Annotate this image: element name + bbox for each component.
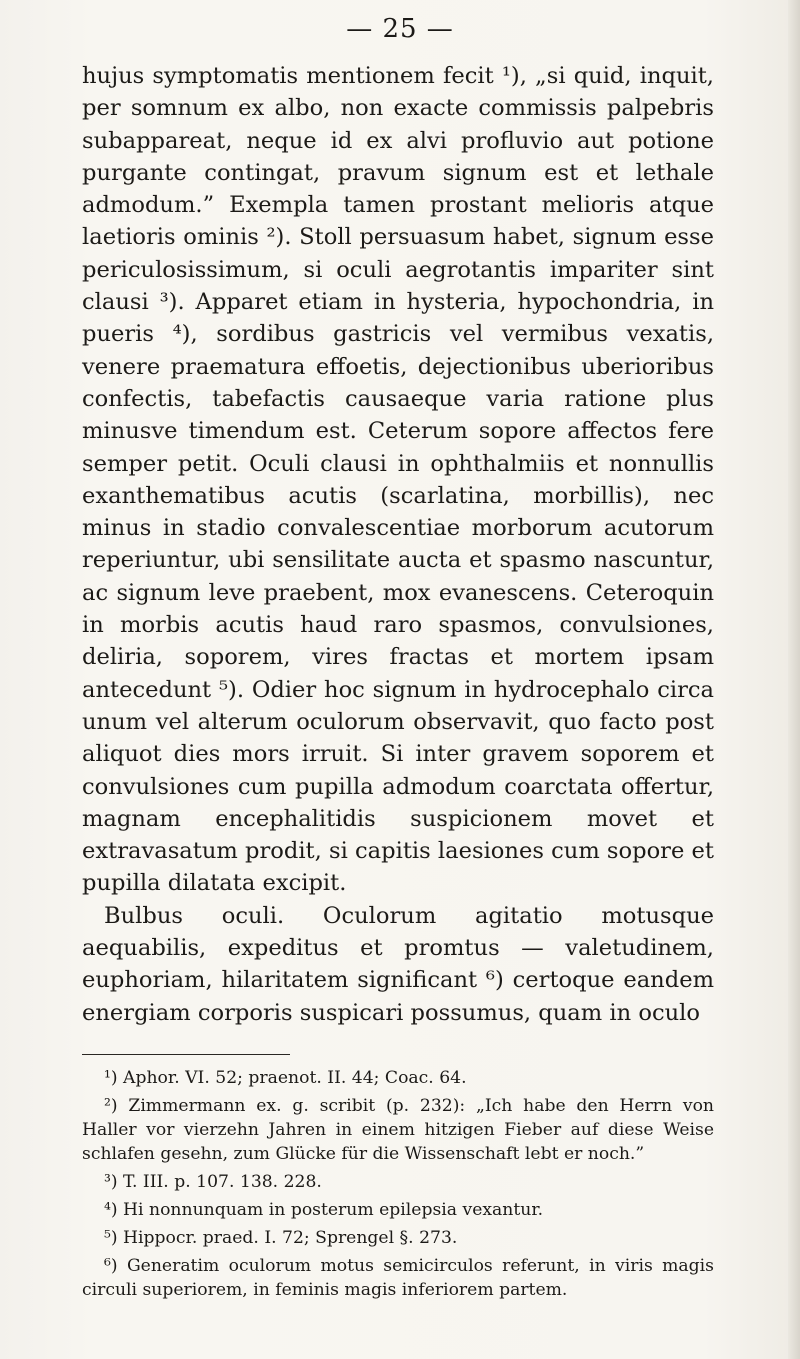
footnote-5: ⁵) Hippocr. praed. I. 72; Sprengel §. 273. [104, 1228, 458, 1248]
footnote-1: ¹) Aphor. VI. 52; praenot. II. 44; Coac. 64. [104, 1068, 467, 1088]
footnote-rule [82, 1054, 290, 1055]
page-number: — 25 — [346, 14, 454, 44]
footnotes [82, 1066, 714, 1306]
footnote-2: ²) Zimmermann ex. g. scribit (p. 232): „Ich habe den Herrn von Haller vor vierzehn Jahren in einem hitzigen Fieber auf diese Weise schlafen gesehn, zum Glücke für die Wissenschaft lebt er noch.” [82, 1096, 714, 1164]
page-edge [788, 0, 800, 1359]
paragraph-1: hujus symptomatis mentionem fecit ¹), „si quid, inquit, per somnum ex albo, non exacte commissis palpebris subappareat, neque id ex alvi profluvio aut potione purgante contingat, pravum signum est et lethale admodum.” Exempla tamen prostant melioris atque laetioris ominis ²). Stoll persuasum habet, signum esse periculosissimum, si oculi aegrotantis impariter sint clausi ³). Apparet etiam in hysteria, hypochondria, in pueris ⁴), sordibus gastricis vel vermibus vexatis, venere praematura effoetis, dejectionibus uberioribus confectis, tabefactis causaeque varia ratione plus minusve timendum est. Ceterum sopore affectos fere semper petit. Oculi clausi in ophthalmiis et nonnullis exanthematibus acutis (scarlatina, morbillis), nec minus in stadio convalescentiae morborum acutorum reperiuntur, ubi sensilitate aucta et spasmo nascuntur, ac signum leve praebent, mox evanescens. Ceteroquin in morbis acutis haud raro spasmos, convulsiones, deliria, soporem, vires fractas et mortem ipsam antecedunt ⁵). Odier hoc signum in hydrocephalo circa unum vel alterum oculorum observavit, quo facto post aliquot dies mors irruit. Si inter gravem soporem et convulsiones cum pupilla admodum coarctata offertur, magnam encephalitidis suspicionem movet et extravasatum prodit, si capitis laesiones cum sopore et pupilla dilatata excipit. [82, 63, 714, 897]
footnote-4: ⁴) Hi nonnunquam in posterum epilepsia vexantur. [104, 1200, 544, 1220]
footnote-3: ³) T. III. p. 107. 138. 228. [104, 1172, 322, 1192]
main-text [82, 60, 714, 1029]
paragraph-2: Bulbus oculi. Oculorum agitatio motusque aequabilis, expeditus et promtus — valetudinem, euphoriam, hilaritatem significant ⁶) certoque eandem energiam corporis suspicari possumus, quam in oculo [82, 902, 714, 1026]
footnote-6: ⁶) Generatim oculorum motus semicirculos referunt, in viris magis circuli superiorem, in feminis magis inferiorem partem. [82, 1256, 714, 1300]
